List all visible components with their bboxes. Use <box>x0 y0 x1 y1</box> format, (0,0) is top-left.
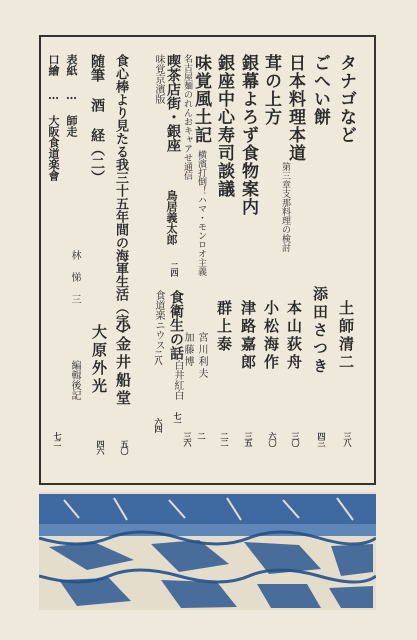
entry-page: 二四 <box>170 262 180 276</box>
entry-author: 林悌三 <box>69 250 80 316</box>
entry-title: 表紙 … 師走 <box>65 54 78 137</box>
entry-page: 六〇 <box>268 432 278 446</box>
woodblock-pattern <box>39 492 376 610</box>
entry-page: 三〇 <box>291 432 301 446</box>
entry-page: 四三 <box>317 432 327 446</box>
entry-title: 銀幕よろず食物案内 <box>238 54 258 216</box>
entry-page: 編輯後記 <box>69 360 80 400</box>
entry-page: 二二 <box>220 432 230 446</box>
entry-page: 三八 <box>343 432 353 446</box>
entry-title: ごへい餅 <box>310 54 330 126</box>
entry-title: 随筆 酒 経（二） <box>89 54 105 184</box>
entry-author: 鳥居義太郎 <box>165 190 178 245</box>
entry-subtitle: 第三章支那料理の検討 <box>280 162 290 252</box>
entry-author: 白井紅白 <box>172 360 183 400</box>
entry-title: 喫茶店街・銀座 <box>165 54 181 152</box>
entry-author: 大原外光 <box>90 324 108 396</box>
entry-author: 津路嘉郎 <box>239 300 257 372</box>
entry-title: 味覚風土記 <box>191 54 211 144</box>
entry-subtitle: 名古屋麺のれんおキャアせ通信 <box>182 54 192 180</box>
entry-page: 五〇 <box>120 440 130 454</box>
entry-author: 本山荻舟 <box>285 300 303 372</box>
entry-author: 添田さつき <box>311 286 329 376</box>
entry-page: 二八 <box>154 350 164 364</box>
entry-title: 日本料理本道 <box>285 54 305 162</box>
entry-author: 群上泰 <box>215 300 233 354</box>
entry-author: 土師清二 <box>337 300 355 372</box>
entry-title: 食心棒より見たる我三十五年間の海軍生活（完） <box>113 54 128 340</box>
entry-page: 四六 <box>96 440 106 454</box>
entry-author: 小松海作 <box>262 300 280 372</box>
entry-title: 茸の上方 <box>261 54 281 126</box>
entry-page: 二 <box>197 432 207 439</box>
entry-author: 宮川利夫 <box>196 332 207 380</box>
entry-title: 銀座中心寿司談議 <box>214 54 234 198</box>
entry-author: 加藤博 <box>182 332 193 368</box>
entry-page: 三六 <box>183 432 193 446</box>
entry-page: 六四 <box>154 418 164 432</box>
entry-page: 七二 <box>53 432 63 446</box>
entry-title: タナゴなど <box>336 54 356 144</box>
entry-subtitle: 横濱打倒！ハマ・モンロオ主義 <box>196 150 206 276</box>
entry-subtitle: 食道楽ニウス <box>153 290 164 350</box>
entry-author: 小金井船堂 <box>114 318 132 408</box>
entry-subtitle: 味覚京濱版 <box>153 54 164 104</box>
entry-title: 口繪 … 大阪食道楽會 <box>47 54 60 181</box>
entry-page: 七一 <box>173 412 183 426</box>
entry-page: 三五 <box>244 432 254 446</box>
entry-title: 食衛生の話 <box>168 290 184 360</box>
decorative-illustration <box>39 492 376 610</box>
